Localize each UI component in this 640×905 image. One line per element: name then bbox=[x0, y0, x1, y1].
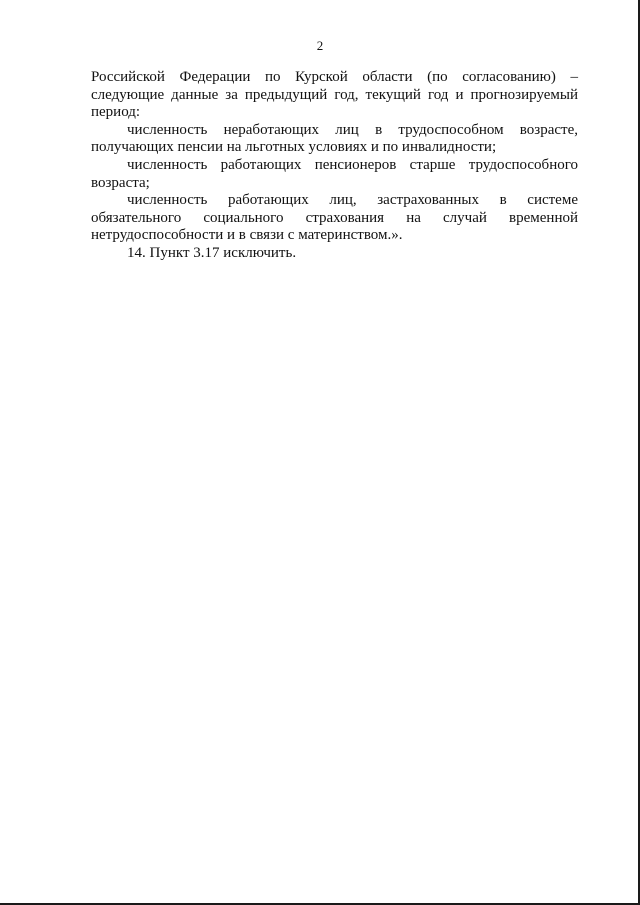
page-number: 2 bbox=[316, 38, 324, 53]
paragraph-insured-workers: численность работающих лиц, застрахованных в системе обязательного социального страхования на случай временной нетрудоспособности и в связи с материнством.». bbox=[91, 192, 578, 244]
paragraph-item-14: 14. Пункт 3.17 исключить. bbox=[127, 244, 297, 261]
paragraph-continuation: Российской Федерации по Курской области (по согласованию) – следующие данные за предыдущий год, текущий год и прогнозируемый период: bbox=[91, 69, 578, 121]
document-body bbox=[91, 69, 578, 263]
paragraph-nonworking-pensioners: численность неработающих лиц в трудоспособном возрасте, получающих пенсии на льготных условиях и по инвалидности; bbox=[91, 121, 578, 156]
paragraph-working-pensioners: численность работающих пенсионеров старше трудоспособного возраста; bbox=[91, 156, 578, 191]
